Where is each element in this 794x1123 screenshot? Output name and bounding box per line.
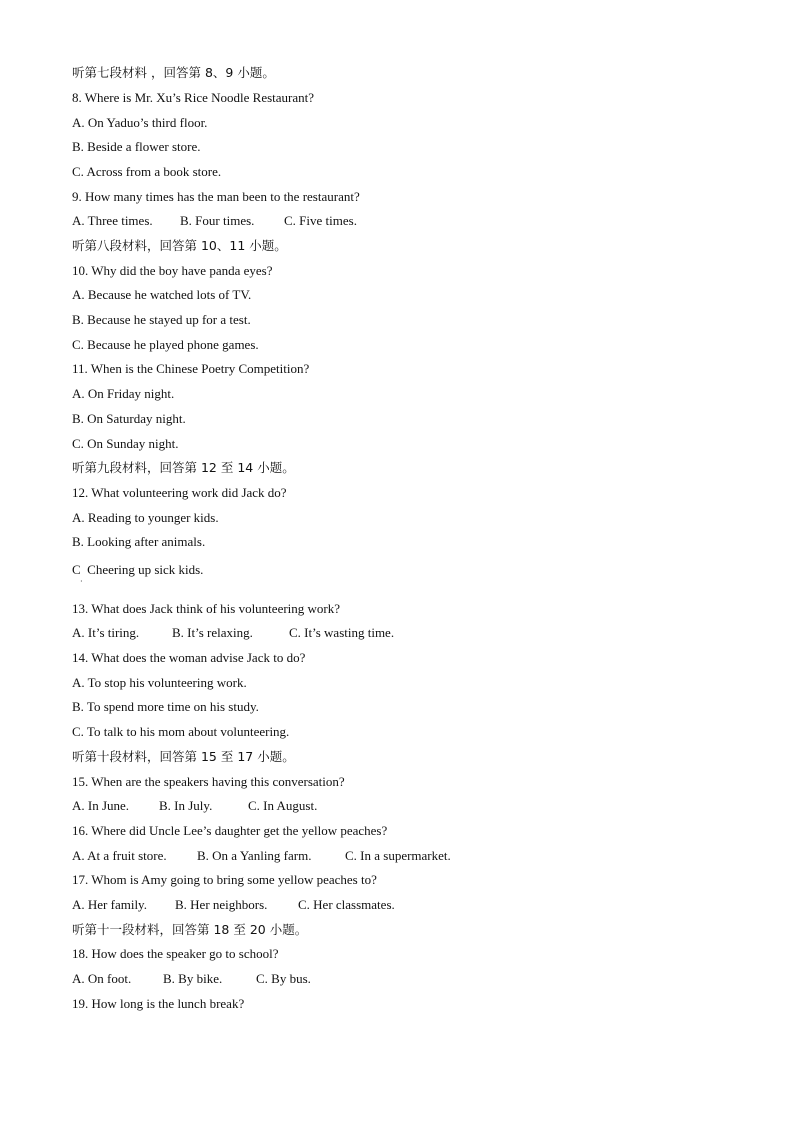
question-18: 18. How does the speaker go to school? [72,946,279,961]
question-9-option-c: C. Five times. [284,213,357,228]
question-11: 11. When is the Chinese Poetry Competition? [72,361,310,376]
section-heading-10: 听第十段材料，回答第 15 至 17 小题。 [72,749,295,764]
question-16-option-c: C. In a supermarket. [345,848,451,863]
section-heading-11: 听第十一段材料，回答第 18 至 20 小题。 [72,922,308,937]
question-8-option-b: B. Beside a flower store. [72,139,201,154]
question-11-option-b: B. On Saturday night. [72,411,186,426]
question-18-option-a: A. On foot. [72,971,132,986]
question-14-option-c: C. To talk to his mom about volunteering. [72,724,290,739]
question-13-options [72,625,394,641]
question-14-option-b: B. To spend more time on his study. [72,699,259,714]
section-heading-7: 听第七段材料 ，回答第 8、9 小题。 [72,65,275,80]
question-18-option-b: B. By bike. [163,971,223,986]
question-14: 14. What does the woman advise Jack to do? [72,650,306,665]
stray-dot-mark: · [80,577,83,586]
section-heading-9: 听第九段材料，回答第 12 至 14 小题。 [72,460,295,475]
question-14-option-a: A. To stop his volunteering work. [72,675,247,690]
question-10: 10. Why did the boy have panda eyes? [72,263,273,278]
question-17-option-a: A. Her family. [72,897,147,912]
question-10-option-b: B. Because he stayed up for a test. [72,312,251,327]
question-10-option-a: A. Because he watched lots of TV. [72,287,252,302]
question-16: 16. Where did Uncle Lee’s daughter get the yellow peaches? [72,823,388,838]
question-12-option-b: B. Looking after animals. [72,534,206,549]
question-17: 17. Whom is Amy going to bring some yellow peaches to? [72,872,377,887]
question-13-option-a: A. It’s tiring. [72,625,140,640]
question-17-options [72,897,395,913]
question-9-options [72,213,357,229]
question-8-option-a: A. On Yaduo’s third floor. [72,115,208,130]
question-8: 8. Where is Mr. Xu’s Rice Noodle Restaurant? [72,90,315,105]
question-10-option-c: C. Because he played phone games. [72,337,259,352]
question-9: 9. How many times has the man been to the restaurant? [72,189,360,204]
question-18-option-c: C. By bus. [256,971,311,986]
question-17-option-c: C. Her classmates. [298,897,395,912]
question-12-option-c: C Cheering up sick kids. [72,562,204,577]
question-11-option-c: C. On Sunday night. [72,436,179,451]
question-15-option-b: B. In July. [159,798,213,813]
question-12: 12. What volunteering work did Jack do? [72,485,287,500]
question-17-option-b: B. Her neighbors. [175,897,268,912]
question-16-options [72,848,451,864]
question-13-option-c: C. It’s wasting time. [289,625,395,640]
question-12-option-a: A. Reading to younger kids. [72,510,219,525]
section-heading-8: 听第八段材料，回答第 10、11 小题。 [72,238,287,253]
question-15-option-c: C. In August. [248,798,318,813]
question-13: 13. What does Jack think of his volunteering work? [72,601,341,616]
question-9-option-b: B. Four times. [180,213,255,228]
question-18-options [72,971,311,987]
question-19: 19. How long is the lunch break? [72,996,245,1011]
question-8-option-c: C. Across from a book store. [72,164,222,179]
question-16-option-b: B. On a Yanling farm. [197,848,312,863]
question-9-option-a: A. Three times. [72,213,153,228]
question-15-option-a: A. In June. [72,798,130,813]
question-15: 15. When are the speakers having this conversation? [72,774,345,789]
question-16-option-a: A. At a fruit store. [72,848,167,863]
question-15-options [72,798,317,814]
question-11-option-a: A. On Friday night. [72,386,175,401]
question-13-option-b: B. It’s relaxing. [172,625,253,640]
